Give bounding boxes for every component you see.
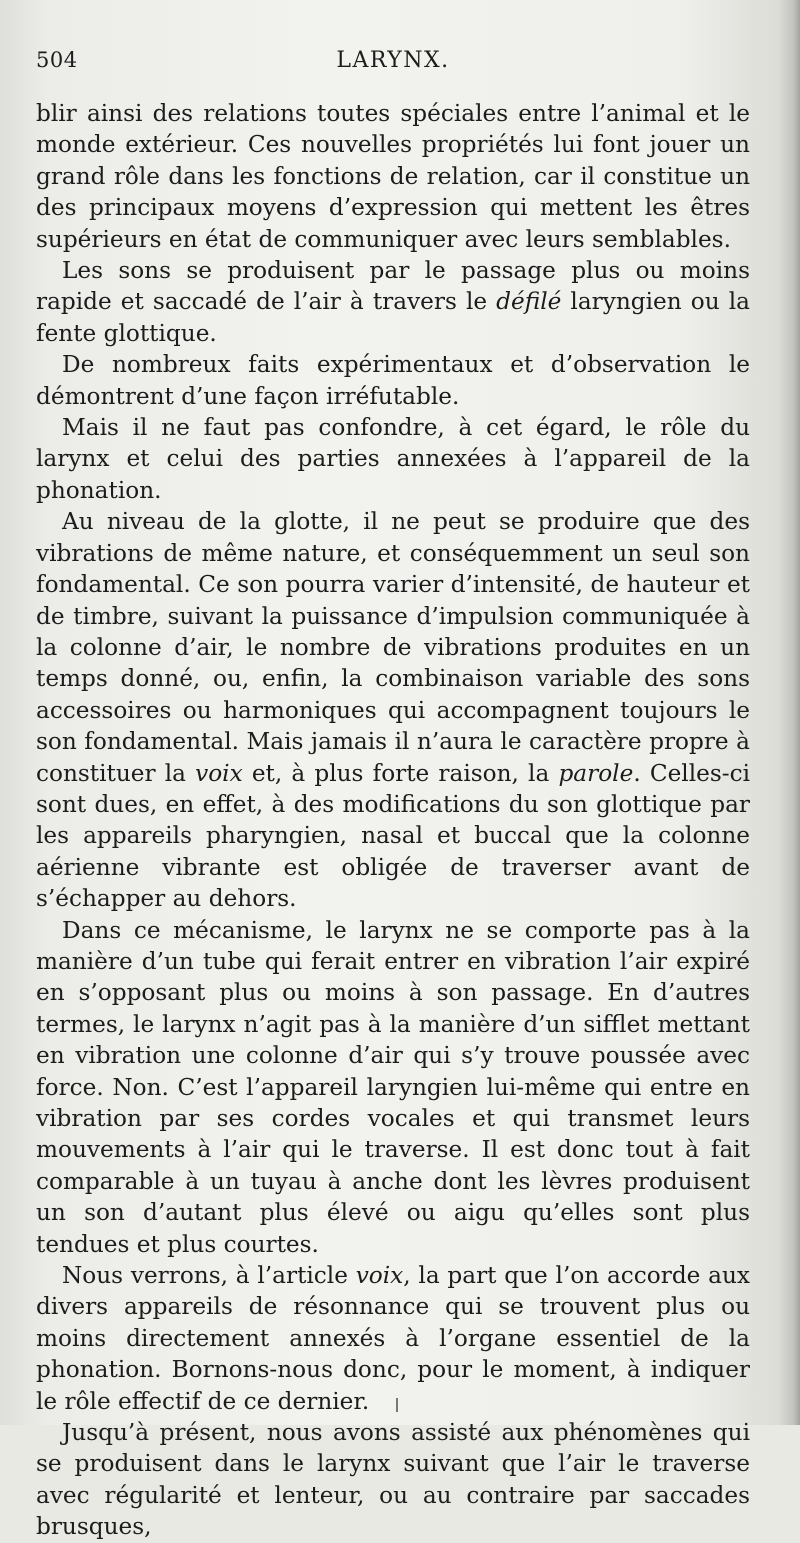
running-title: LARYNX. [336, 48, 450, 73]
text-segment: De nombreux faits expérimentaux et d’observation le démontrent d’une façon irréfutable. [36, 351, 750, 410]
text-segment: Au niveau de la glotte, il ne peut se produire que des vibrations de même nature, et conséquemment un seul son fondamental. Ce son pourra varier d’intensité, de hauteur et de timbre, suivant la puissance d’impulsion communiquée à la colonne d’air, le nombre de vibrations produites en un temps donné, ou, enfin, la combinaison variable des sons accessoires ou harmoniques qui accompagnent toujours le son fondamental. Mais jamais il n’aura le caractère propre à constituer la [36, 508, 750, 787]
paragraph [36, 1260, 750, 1417]
text-segment: Dans ce mécanisme, le larynx ne se comporte pas à la manière d’un tube qui ferait entrer en vibration l’air expiré en s’opposant plus ou moins à son passage. En d’autres termes, le larynx n’agit pas à la manière d’un sifflet mettant en vibration une colonne d’air qui s’y trouve poussée avec force. Non. C’est l’appareil laryngien lui-même qui entre en vibration par ses cordes vocales et qui transmet leurs mouvements à l’air qui le traverse. Il est donc tout à fait comparable à un tuyau à anche dont les lèvres produisent un son d’autant plus élevé ou aigu qu’elles sont plus tendues et plus courtes. [36, 916, 750, 1258]
text-segment: . Celles-ci sont dues, en effet, à des modifications du son glottique par les appareils pharyngien, nasal et buccal que la colonne aérienne vibrante est obligée de traverser avant de s’échapper au dehors. [36, 759, 750, 913]
page-header [36, 48, 750, 84]
text-segment: Mais il ne faut pas confondre, à cet égard, le rôle du larynx et celui des parties annexées à l’appareil de la phonation. [36, 414, 750, 504]
paragraph [36, 255, 750, 349]
page-edge-shadow [778, 0, 800, 1425]
text-segment: Jusqu’à présent, nous avons assisté aux phénomènes qui se produisent dans le larynx suivant que l’air le traverse avec régularité et lenteur, ou au contraire par saccades brusques, [36, 1419, 750, 1541]
body-text [36, 98, 750, 1543]
paragraph [36, 915, 750, 1260]
footer-mark [396, 1398, 398, 1412]
paragraph [36, 349, 750, 412]
text-segment: et, à plus forte raison, la [242, 759, 559, 787]
text-segment: , la part que l’on accorde aux divers appareils de résonnance qui se trouvent plus ou moins directement annexés à l’organe essentiel de la phonation. Bornons-nous donc, pour le moment, à indiquer le rôle effectif de ce dernier. [36, 1262, 750, 1415]
text-segment: Les sons se produisent par le passage plus ou moins rapide et saccadé de l’air à travers le [36, 257, 750, 316]
paragraph [36, 98, 750, 255]
text-segment: Nous verrons, à l’article [62, 1262, 356, 1290]
paragraph [36, 506, 750, 914]
paragraph [36, 1417, 750, 1543]
text-segment: blir ainsi des relations toutes spéciales entre l’animal et le monde extérieur. Ces nouvelles propriétés lui font jouer un grand rôle dans les fonctions de relation, car il constitue un des principaux moyens d’expression qui mettent les êtres supérieurs en état de communiquer avec leurs semblables. [36, 100, 750, 253]
text-segment: laryngien ou la fente glottique. [36, 288, 750, 347]
paragraph [36, 412, 750, 506]
italic-term: voix [195, 759, 243, 787]
italic-term: parole [558, 759, 634, 787]
page-number: 504 [36, 48, 78, 72]
italic-term: voix [355, 1262, 404, 1290]
italic-term: défilé [496, 288, 562, 316]
